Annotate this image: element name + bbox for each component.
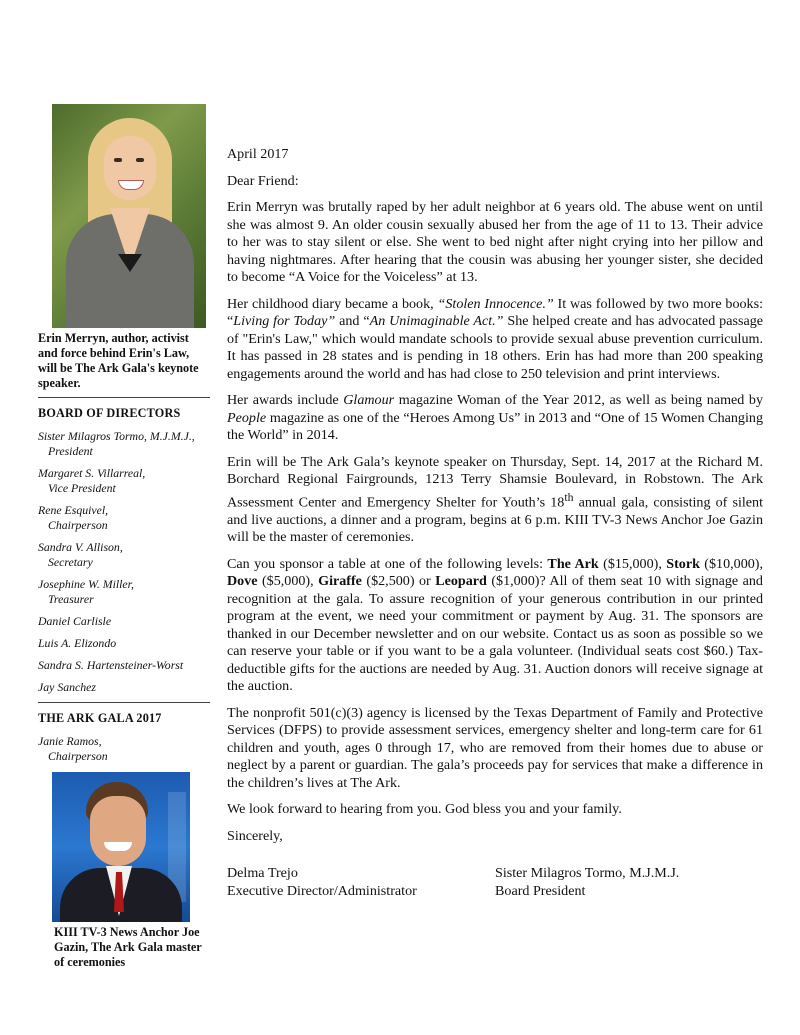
board-member: Rene Esquivel, Chairperson (38, 503, 109, 532)
board-member: Sandra S. Hartensteiner-Worst (38, 658, 184, 672)
paragraph-2: Her childhood diary became a book, “Stolen Innocence.” It was followed by two more books: “Living for Today” and “An Unimaginable Act.” She helped create and has advocated passage of "Erin's Law," which would mandate schools to provide sexual abuse prevention curriculum. It has passed in 28 states and is pending in 18 others. Erin has had more than 200 speaking engagements around the world and has had close to 250 television and print interviews. (227, 295, 764, 382)
divider (38, 397, 210, 398)
letter-closing: Sincerely, (227, 827, 283, 844)
board-member: Sandra V. Allison, Secretary (38, 540, 123, 569)
board-member: Jay Sanchez (38, 680, 96, 694)
paragraph-3: Her awards include Glamour magazine Woman of the Year 2012, as well as being named by People magazine as one of the “Heroes Among Us” in 2013 and “One of 15 Women Changing the World” in 2014. (227, 392, 763, 443)
board-member: Josephine W. Miller, Treasurer (38, 577, 134, 606)
sidebar (38, 104, 210, 970)
paragraph-5: Can you sponsor a table at one of the following levels: The Ark ($15,000), Stork ($10,000), Dove ($5,000), Giraffe ($2,500) or Leopard ($1,000)? All of them seat 10 with signage and recognition at the gala. To assure recognition of your generous contribution in our printed program at the event, we need your commitment or payment by Aug. 31. The sponsors are thanked in our December newsletter and on our website. Contact us as soon as possible so we can reserve your table or if you want to be a gala volunteer. (Individual seats cost $60.) Tax-deductible gifts for the auctions are needed by Aug. 31. Auction donors will receive signage at the auction. (227, 555, 764, 695)
paragraph-6: The nonprofit 501(c)(3) agency is licensed by the Texas Department of Family and Protective Services (DFPS) to provide assessment services, emergency shelter and long-term care for 61 children and youth, ages 0 through 17, who are removed from their homes due to abuse or neglect by a parent or guardian. The gala’s proceeds pay for services that make a difference in the children’s lives at The Ark. (227, 704, 763, 791)
divider (38, 702, 210, 703)
board-title: BOARD OF DIRECTORS (38, 406, 181, 420)
gala-title: THE ARK GALA 2017 (38, 711, 162, 725)
board-member: Margaret S. Villarreal, Vice President (38, 466, 146, 495)
erin-merryn-photo (52, 104, 206, 328)
signature-block: Delma Trejo Executive Director/Administrator (227, 865, 417, 899)
photo-caption-joe: KIII TV-3 News Anchor Joe Gazin, The Ark Gala master of ceremonies (54, 925, 202, 969)
board-member: Luis A. Elizondo (38, 636, 117, 650)
letter-body (227, 146, 763, 900)
board-list (38, 429, 210, 695)
signatures (227, 865, 763, 900)
joe-gazin-photo (52, 772, 190, 922)
board-member: Daniel Carlisle (38, 614, 112, 628)
signature-block: Sister Milagros Tormo, M.J.M.J. Board President (495, 865, 680, 899)
paragraph-7: We look forward to hearing from you. God bless you and your family. (227, 801, 622, 818)
gala-member: Janie Ramos, Chairperson (38, 734, 108, 763)
paragraph-4: Erin will be The Ark Gala’s keynote speaker on Thursday, Sept. 14, 2017 at the Richard M. Borchard Regional Fairgrounds, 1213 Terry Shamsie Boulevard, in Robstown. The Ark Assessment Center and Emergency Shelter for Youth’s 18th annual gala, consisting of silent and live auctions, a dinner and a program, begins at 6 p.m. KIII TV-3 News Anchor Joe Gazin will be the master of ceremonies. (227, 453, 763, 546)
letter-date: April 2017 (227, 146, 289, 162)
paragraph-1: Erin Merryn was brutally raped by her adult neighbor at 6 years old. The abuse went on until she was almost 9. An older cousin sexually abused her from the age of 11 to 13. Their advice to her was to stay silent or else. She went to bed night after night crying into her pillow and having nightmares. After hearing that the cousin was abusing her younger sister, she decided to become “A Voice for the Voiceless” at 13. (227, 199, 763, 285)
board-member: Sister Milagros Tormo, M.J.M.J., President (38, 429, 195, 458)
letter-greeting: Dear Friend: (227, 172, 299, 189)
photo-caption-erin: Erin Merryn, author, activist and force behind Erin's Law, will be The Ark Gala's keynote speaker. (38, 331, 199, 390)
